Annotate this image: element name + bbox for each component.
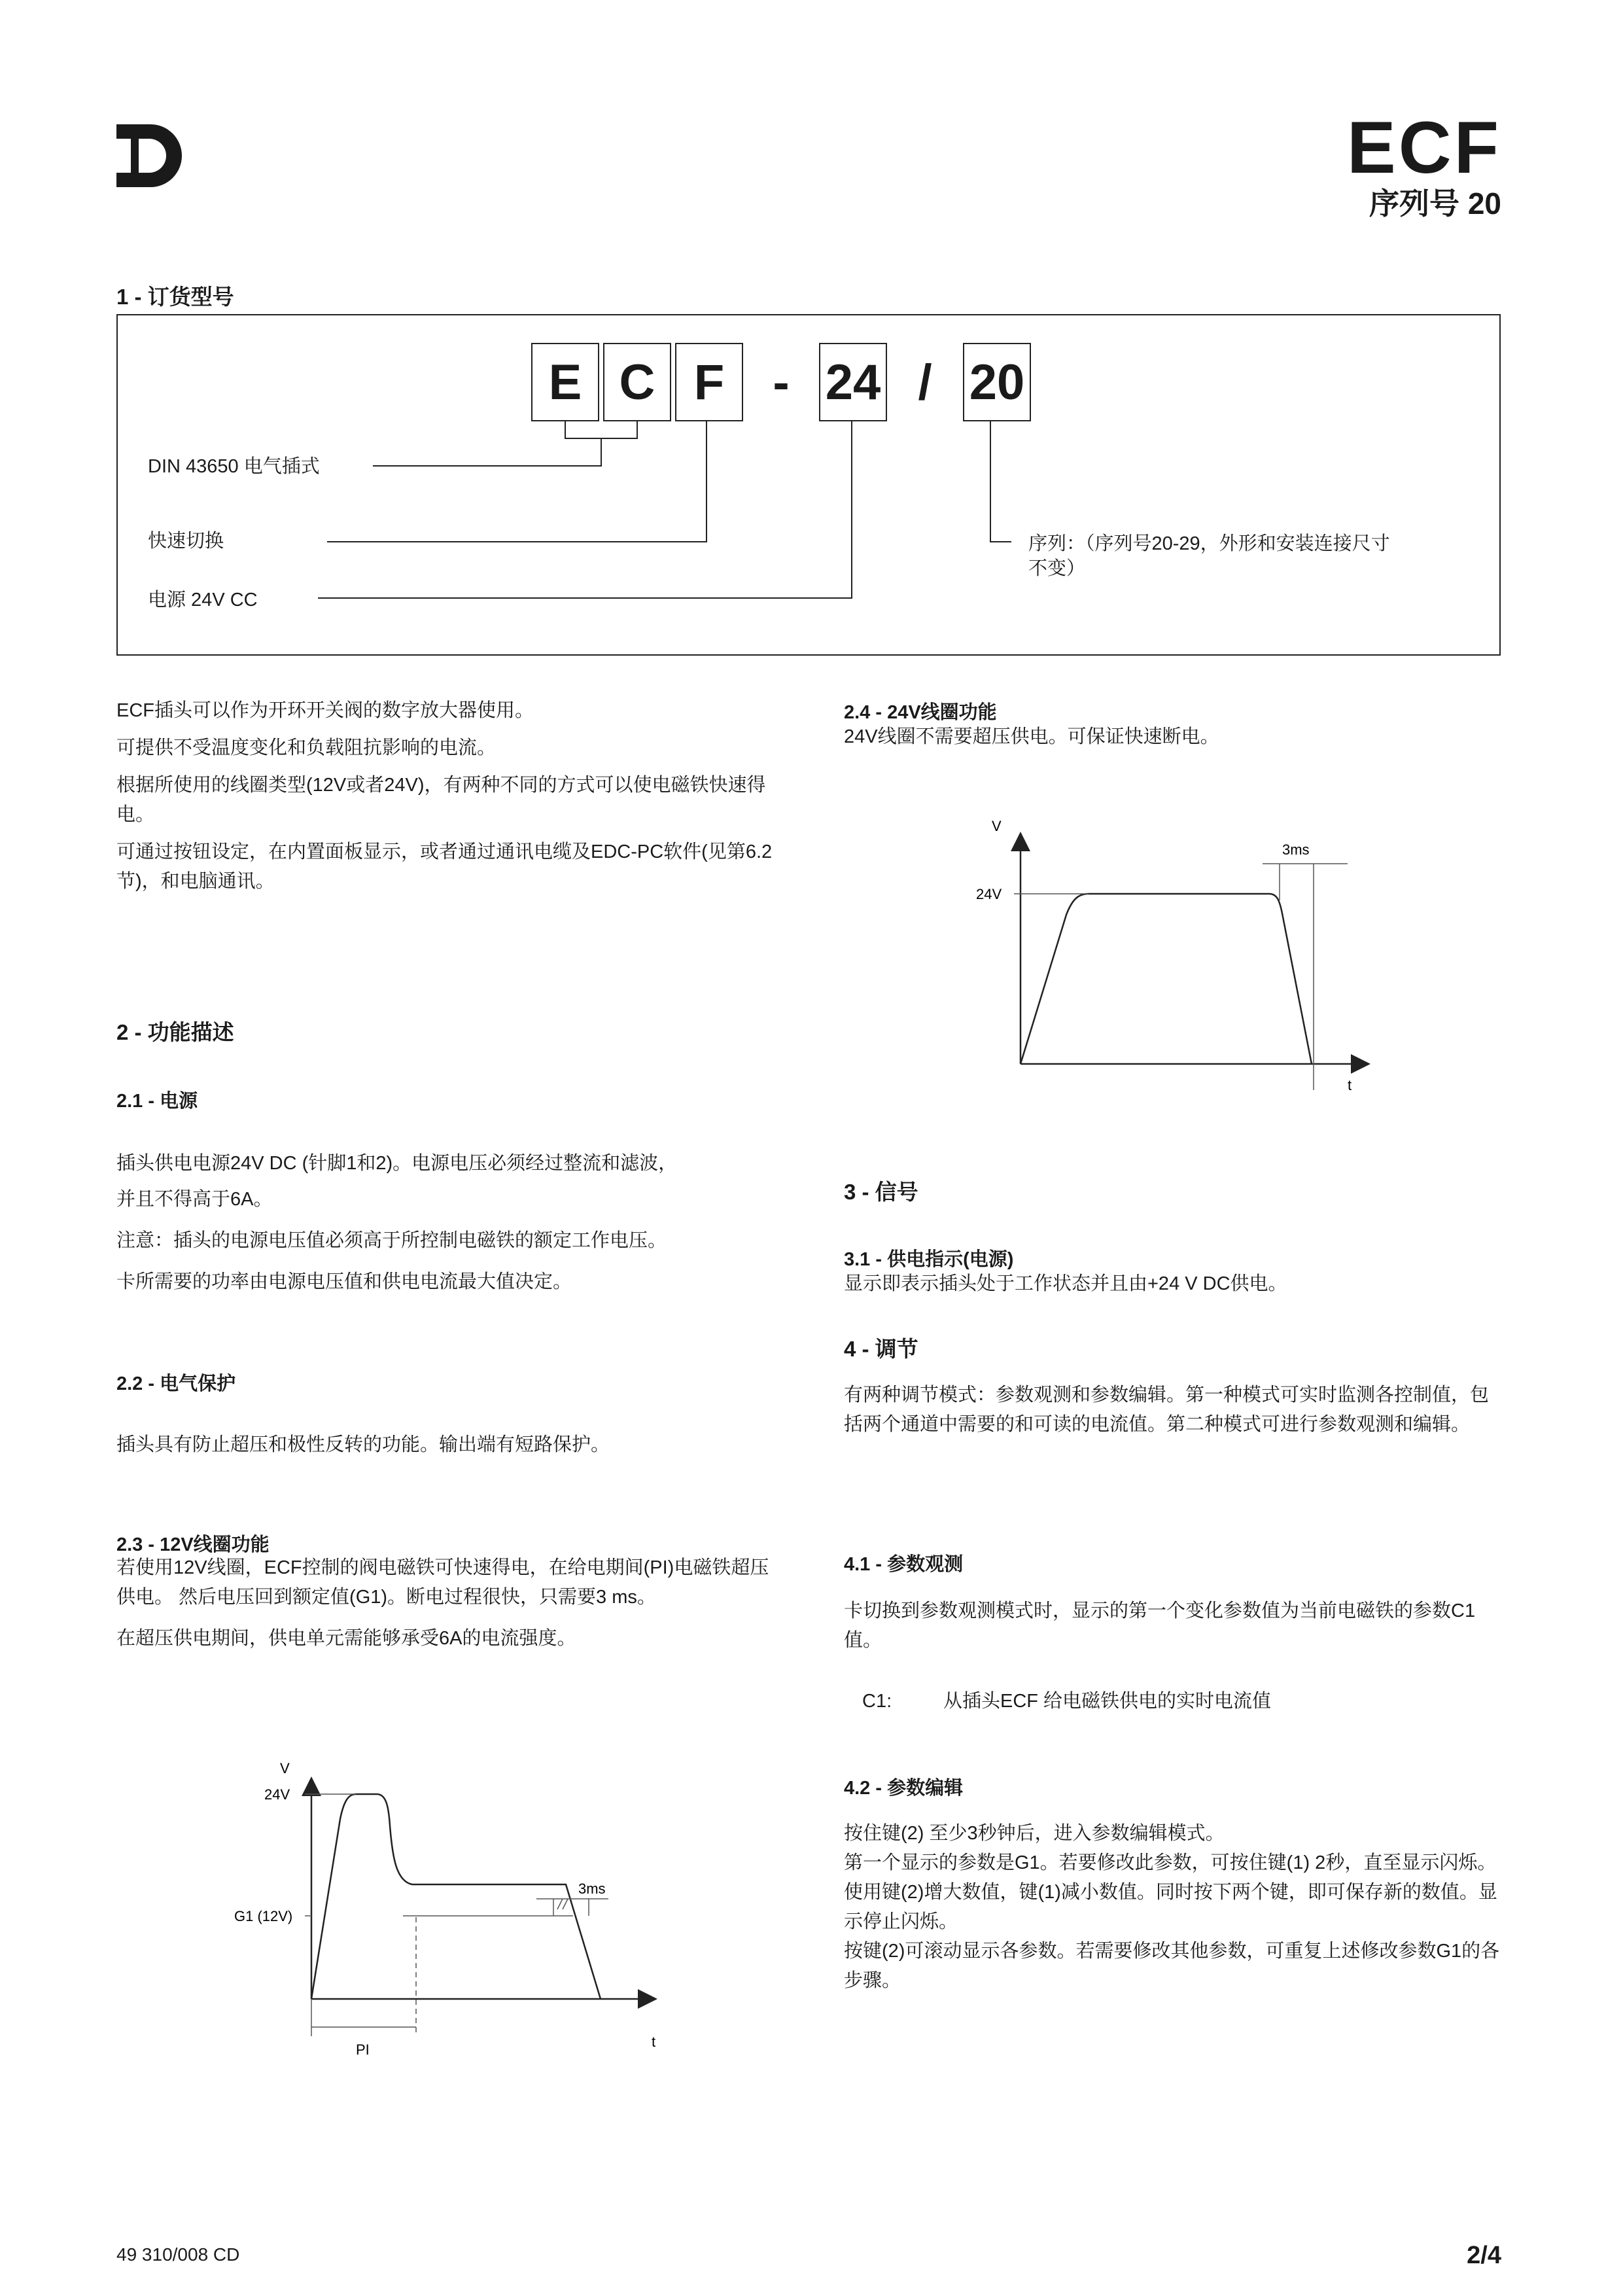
coil24-voltage-chart <box>955 809 1426 1097</box>
coil12-24v-tick: 24V <box>264 1786 290 1803</box>
section-2-1-heading: 2.1 - 电源 <box>116 1091 198 1112</box>
coil24-24v-tick: 24V <box>976 886 1002 902</box>
coil12-paragraph: 在超压供电期间，供电单元需能够承受6A的电流强度。 <box>116 1628 576 1649</box>
c1-key: C1: <box>862 1691 892 1712</box>
page-number: 2/4 <box>1467 2242 1501 2269</box>
section-2-4-text: 24V线圈不需要超压供电。可保证快速断电。 <box>844 726 1219 747</box>
coil12-3ms-label: 3ms <box>578 1881 606 1897</box>
coil24-3ms-label: 3ms <box>1282 841 1310 858</box>
label-fast-switch: 快速切换 <box>148 531 224 552</box>
label-series-note: 序列：（序列号20-29，外形和安装连接尺寸不变） <box>1028 533 1390 579</box>
section-2-3-text <box>116 1553 777 1661</box>
section-4-1-text: 卡切换到参数观测模式时，显示的第一个变化参数值为当前电磁铁的参数C1值。 <box>844 1600 1476 1651</box>
document-number: 49 310/008 CD <box>116 2244 240 2265</box>
coil12-voltage-chart <box>222 1760 667 2074</box>
code-cell-e: E <box>531 343 599 421</box>
section-2-1-text <box>116 1149 777 1305</box>
code-separator-slash: / <box>918 354 932 410</box>
coil12-t-axis-label: t <box>652 2034 656 2050</box>
coil12-g1-tick: G1 (12V) <box>234 1908 293 1924</box>
intro-paragraph: 根据所使用的线圈类型(12V或者24V)，有两种不同的方式可以使电磁铁快速得电。 <box>116 775 766 825</box>
power-paragraph: 并且不得高于6A。 <box>116 1189 273 1210</box>
section-2-heading: 2 - 功能描述 <box>116 1020 234 1044</box>
section-4-heading: 4 - 调节 <box>844 1337 918 1361</box>
section-2-3-heading: 2.3 - 12V线圈功能 <box>116 1534 270 1555</box>
code-cell-series: 20 <box>963 343 1031 421</box>
section-2-4-heading: 2.4 - 24V线圈功能 <box>844 702 997 723</box>
edit-paragraph: 第一个显示的参数是G1。若要修改此参数，可按住键(1) 2秒，直至显示闪烁。使用键(2)增大数值，键(1)减小数值。同时按下两个键，即可保存新的数值。显示停止闪烁。 <box>844 1852 1497 1932</box>
coil24-v-axis-label: V <box>992 818 1002 834</box>
c1-description: 从插头ECF 给电磁铁供电的实时电流值 <box>943 1691 1272 1712</box>
coil12-paragraph: 若使用12V线圈，ECF控制的阀电磁铁可快速得电，在给电期间(PI)电磁铁超压供电。 然后电压回到额定值(G1)。断电过程很快，只需要3 ms。 <box>116 1557 769 1608</box>
section-2-2-text: 插头具有防止超压和极性反转的功能。输出端有短路保护。 <box>116 1434 610 1455</box>
edit-paragraph: 按住键(2) 至少3秒钟后，进入参数编辑模式。 <box>844 1823 1225 1844</box>
code-separator-dash: - <box>773 354 790 410</box>
power-paragraph: 注意：插头的电源电压值必须高于所控制电磁铁的额定工作电压。 <box>116 1230 667 1251</box>
intro-text <box>116 696 777 904</box>
section-3-1-heading: 3.1 - 供电指示(电源) <box>844 1249 1014 1270</box>
section-3-1-text: 显示即表示插头处于工作状态并且由+24 V DC供电。 <box>844 1273 1287 1294</box>
intro-paragraph: ECF插头可以作为开环开关阀的数字放大器使用。 <box>116 700 534 721</box>
code-cell-c: C <box>603 343 671 421</box>
edit-paragraph: 按键(2)可滚动显示各参数。若需要修改其他参数，可重复上述修改参数G1的各步骤。 <box>844 1941 1500 1991</box>
code-cell-f: F <box>675 343 743 421</box>
intro-paragraph: 可通过按钮设定，在内置面板显示，或者通过通讯电缆及EDC-PC软件(见第6.2节)，和电脑通讯。 <box>116 841 773 892</box>
label-din-connector: DIN 43650 电气插式 <box>148 456 320 477</box>
product-title: ECF <box>1347 107 1501 188</box>
code-cell-voltage: 24 <box>819 343 887 421</box>
section-4-1-heading: 4.1 - 参数观测 <box>844 1554 964 1575</box>
coil12-v-axis-label: V <box>280 1760 290 1776</box>
power-paragraph: 卡所需要的功率由电源电压值和供电电流最大值决定。 <box>116 1271 572 1292</box>
coil12-pi-label: PI <box>356 2041 370 2058</box>
coil24-t-axis-label: t <box>1348 1077 1352 1093</box>
label-power-supply: 电源 24V CC <box>148 590 258 610</box>
series-subtitle: 序列号 20 <box>1369 186 1501 221</box>
section-4-2-heading: 4.2 - 参数编辑 <box>844 1778 964 1799</box>
section-4-2-text <box>844 1819 1505 1996</box>
section-1-heading: 1 - 订货型号 <box>116 285 234 309</box>
power-paragraph: 插头供电电源24V DC (针脚1和2)。电源电压必须经过整流和滤波， <box>116 1153 678 1174</box>
section-4-text: 有两种调节模式：参数观测和参数编辑。第一种模式可实时监测各控制值，包括两个通道中需要的和可读的电流值。第二种模式可进行参数观测和编辑。 <box>844 1385 1490 1435</box>
section-3-heading: 3 - 信号 <box>844 1180 918 1204</box>
section-2-2-heading: 2.2 - 电气保护 <box>116 1373 236 1394</box>
intro-paragraph: 可提供不受温度变化和负载阻抗影响的电流。 <box>116 737 497 758</box>
